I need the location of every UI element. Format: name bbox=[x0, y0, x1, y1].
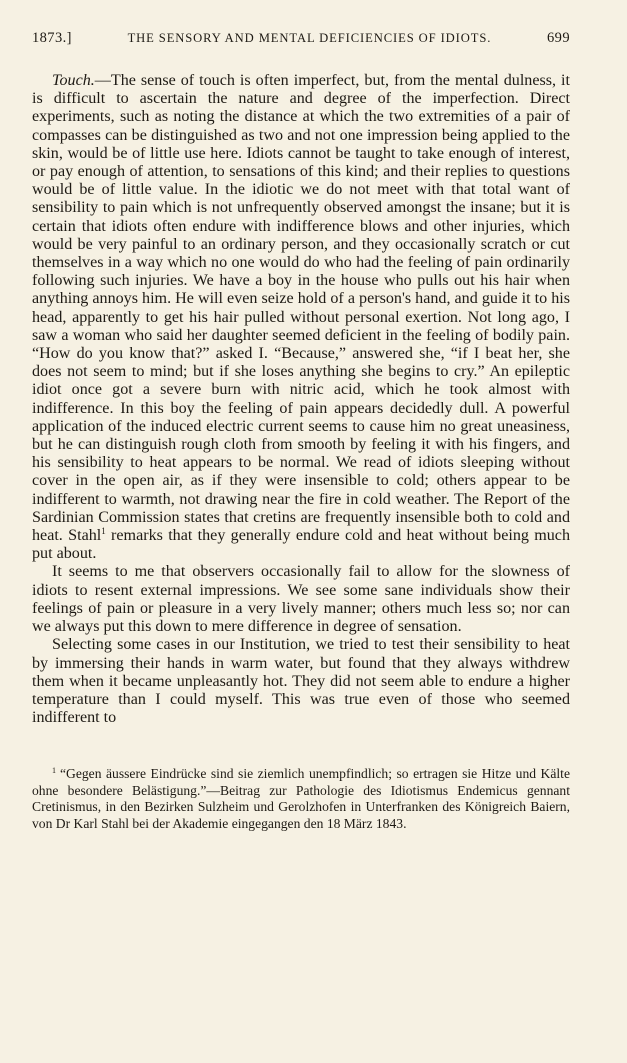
footnote-mark: 1 bbox=[52, 766, 56, 776]
section-lead: Touch. bbox=[52, 72, 95, 89]
footnote-text: “Gegen äussere Eindrücke sind sie ziemlich unempfindlich; so ertragen sie Hitze und Kälte ohne besondere Belästigung.”—Beitrag zur Pathologie des Idiotismus Endemicus gennant Cretinismus, in den Bezirken Sulzheim und Gerolzhofen in Unterfranken des Königreich Baiern, von Dr Karl Stahl bei der Akademie eingegangen den 18 März 1843. bbox=[32, 766, 570, 831]
paragraph-tail: remarks that they generally endure cold and heat without being much put about. bbox=[32, 527, 570, 563]
header-title: THE SENSORY AND MENTAL DEFICIENCIES OF IDIOTS. bbox=[127, 31, 492, 45]
paragraph-text: —The sense of touch is often imperfect, but, from the mental dulness, it is difficult to ascertain the nature and degree of the imperfection. Direct experiments, such as noting the distance at which the two extremities of a pair of compasses can be distinguished as two and not one impression being applied to the skin, would be of little use here. Idiots cannot be taught to take enough of interest, or pay enough of attention, to sensations of this kind; and their replies to questions would be of little value. In the idiotic we do not meet with that total want of sensibility to pain which is not unfrequently observed amongst the insane; but it is certain that idiots often endure with indifference blows and other injuries, which would be very painful to an ordinary person, and they occasionally scratch or cut themselves in a way which no one would do who had the feeling of pain ordinarily following such injuries. We have a boy in the house who pulls out his hair when anything annoys him. He will even seize hold of a person's hand, and guide it to his head, apparently to get his hair pulled without personal exertion. Not long ago, I saw a woman who said her daughter seemed deficient in the feeling of bodily pain. “How do you know that?” asked I. “Because,” answered she, “if I beat her, she does not seem to mind; but if she loses anything she begins to cry.” An epileptic idiot once got a severe burn with nitric acid, which he took almost with indifference. In this boy the feeling of pain appears decidedly dull. A powerful application of the induced electric current seems to cause him no great uneasiness, but he can distinguish rough cloth from smooth by feeling it with his fingers, and his sensibility to heat appears to be normal. We read of idiots sleeping without cover in the open air, as if they were insensible to cold; others appear to be indifferent to warmth, not drawing near the fire in cold weather. The Report of the Sardinian Commission states that cretins are frequently insensible both to cold and heat. Stahl bbox=[32, 72, 570, 545]
page-number: 699 bbox=[547, 30, 570, 46]
page bbox=[32, 30, 570, 832]
header-year: 1873.] bbox=[32, 30, 72, 46]
footnote bbox=[32, 763, 570, 832]
body-text bbox=[32, 72, 570, 727]
footnote-ref[interactable]: 1 bbox=[101, 526, 106, 537]
paragraph-experiment: Selecting some cases in our Institution, we tried to test their sensibility to heat by immersing their hands in warm water, but found that they always withdrew them when it became unpleasantly hot. They did not seem able to endure a higher temperature than I could myself. This was true even of those who seemed indifferent to bbox=[32, 636, 570, 727]
paragraph-touch bbox=[32, 72, 570, 563]
paragraph-observers: It seems to me that observers occasionally fail to allow for the slowness of idiots to resent external impressions. We see some sane individuals show their feelings of pain or pleasure in a very lively manner; others much less so; nor can we always put this down to mere difference in degree of sensation. bbox=[32, 563, 570, 636]
running-head bbox=[32, 30, 570, 52]
